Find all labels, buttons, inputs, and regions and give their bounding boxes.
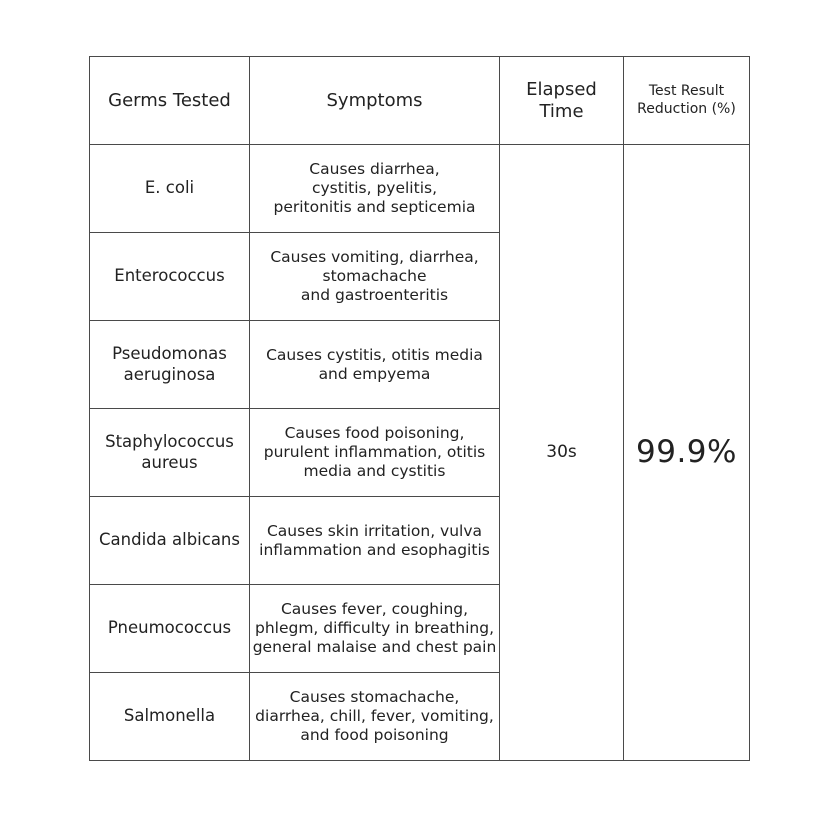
header-result-line2: Reduction (%): [637, 100, 736, 117]
elapsed-time-value: 30s: [500, 145, 624, 761]
germ-name-line: Pneumococcus: [107, 618, 232, 638]
germ-name-cell: [90, 233, 250, 321]
symptom-cell: [250, 673, 500, 761]
symptom-cell: [250, 145, 500, 233]
symptom-line: stomachache: [322, 267, 427, 286]
header-germs-tested: Germs Tested: [90, 57, 250, 145]
header-result-line1: Test Result: [648, 83, 725, 100]
symptom-line: phlegm, difficulty in breathing,: [254, 619, 495, 638]
germ-name-line: E. coli: [144, 178, 195, 198]
symptom-line: purulent inflammation, otitis: [263, 443, 486, 462]
symptom-line: media and cystitis: [303, 461, 446, 480]
germ-test-table: [89, 56, 750, 761]
symptom-line: Causes diarrhea,: [309, 160, 440, 179]
germ-name-cell: [90, 585, 250, 673]
germ-name-cell: [90, 497, 250, 585]
symptom-line: Causes stomachache,: [289, 688, 460, 707]
symptom-line: general malaise and chest pain: [252, 637, 497, 656]
germ-name-line: aeruginosa: [123, 364, 216, 384]
symptom-line: Causes vomiting, diarrhea,: [270, 248, 479, 267]
germ-name-cell: [90, 673, 250, 761]
germ-name-line: Salmonella: [123, 706, 216, 726]
header-elapsed-line2: Time: [539, 100, 584, 122]
symptom-line: Causes food poisoning,: [284, 424, 465, 443]
germ-name-cell: [90, 145, 250, 233]
symptom-line: Causes skin irritation, vulva: [266, 521, 483, 540]
symptom-cell: [250, 321, 500, 409]
symptom-line: Causes fever, coughing,: [280, 600, 469, 619]
symptom-line: and food poisoning: [300, 725, 449, 744]
header-elapsed-line1: Elapsed: [526, 78, 597, 100]
table-row: [90, 145, 750, 233]
header-test-result: [624, 57, 750, 145]
germ-name-cell: [90, 321, 250, 409]
symptom-cell: [250, 497, 500, 585]
germ-name-line: Pseudomonas: [112, 344, 227, 364]
germ-name-line: Enterococcus: [114, 266, 225, 286]
germ-name-line: Candida albicans: [99, 530, 240, 550]
symptom-line: Causes cystitis, otitis media: [266, 345, 483, 364]
reduction-value: 99.9%: [624, 145, 750, 761]
germ-name-line: Staphylococcus: [105, 432, 234, 452]
symptom-line: peritonitis and septicemia: [273, 197, 476, 216]
symptom-line: cystitis, pyelitis,: [311, 179, 437, 198]
germ-name-line: aureus: [141, 452, 198, 472]
symptom-line: diarrhea, chill, fever, vomiting,: [255, 707, 494, 726]
symptom-line: and gastroenteritis: [300, 285, 449, 304]
symptom-cell: [250, 585, 500, 673]
header-elapsed-time: [500, 57, 624, 145]
symptom-cell: [250, 409, 500, 497]
germ-name-cell: [90, 409, 250, 497]
symptom-cell: [250, 233, 500, 321]
header-row: [90, 57, 750, 145]
symptom-line: inflammation and esophagitis: [259, 540, 490, 559]
symptom-line: and empyema: [318, 364, 431, 383]
header-symptoms: Symptoms: [250, 57, 500, 145]
